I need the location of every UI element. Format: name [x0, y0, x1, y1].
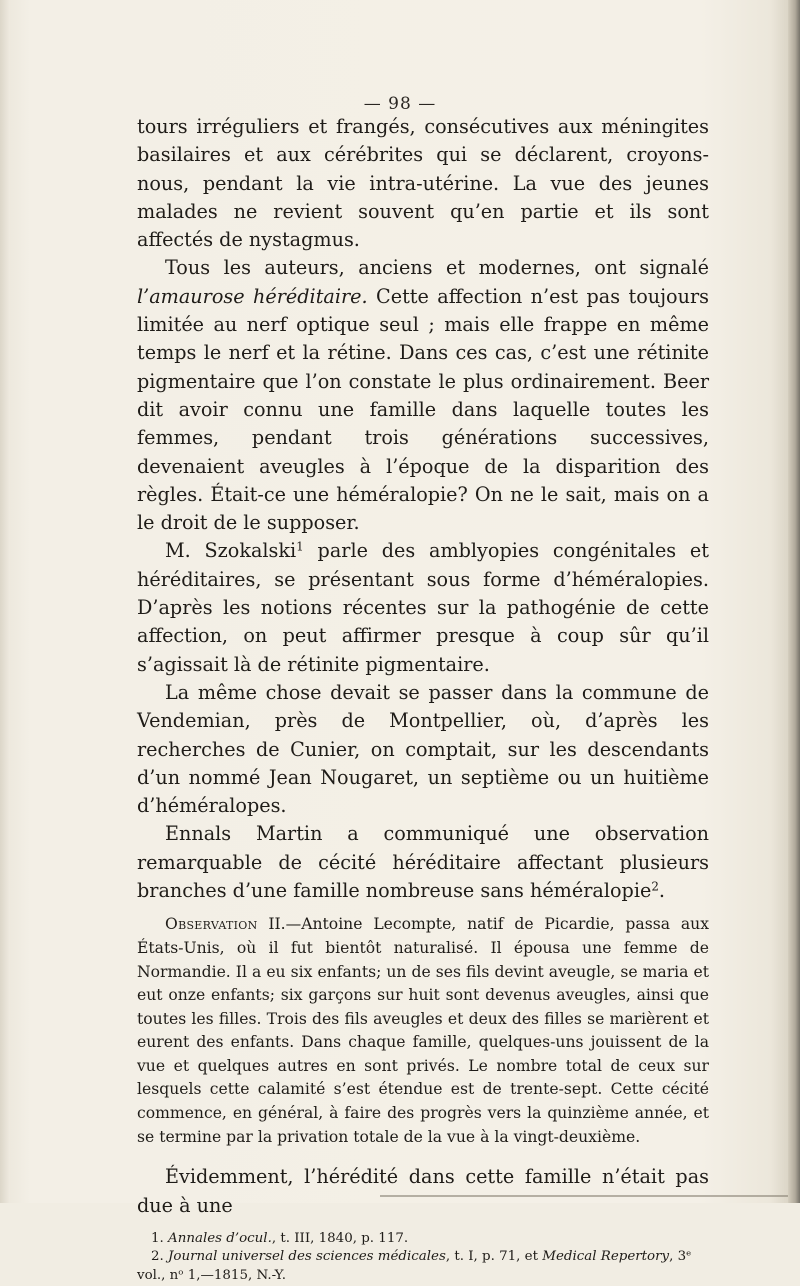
- footnote-1: 1. Annales d’ocul., t. III, 1840, p. 117.: [151, 1230, 409, 1246]
- paragraph-2: Tous les auteurs, anciens et modernes, ont signalé l’amaurose héréditaire. Cette affection n’est pas toujours limitée au nerf optique seul ; mais elle frappe en même temps le nerf et la rétine. Dans ces cas, c’est une rétinite pigmentaire que l’on constate le plus ordinairement. Beer dit avoir connu une famille dans laquelle toutes les femmes, pendant trois générations successives, devenaient aveugles à l’époque de la disparition des règles. Était-ce une héméralopie? On ne le sait, mais on a le droit de le supposer.: [137, 256, 709, 535]
- paragraph-4: La même chose devait se passer dans la commune de Vendemian, près de Montpellier, où, d’après les recherches de Cunier, on comptait, sur les descendants d’un nommé Jean Nougaret, un septième ou un huitième d’héméralopes.: [137, 680, 709, 818]
- emphasis-amaurose: l’amaurose héréditaire.: [137, 284, 368, 308]
- observation-label: Observation: [165, 915, 258, 934]
- page-content: [137, 113, 709, 1286]
- observation-block: [137, 913, 709, 1149]
- page-number: — 98 —: [363, 94, 437, 114]
- footnote-2: 2. Journal universel des sciences médicales, t. I, p. 71, et Medical Repertory, 3ᵉ vol., nᵒ 1,—1815, N.-Y.: [137, 1249, 692, 1284]
- observation-text: Observation II.—Antoine Lecompte, natif de Picardie, passa aux États-Unis, où il fut bientôt naturalisé. Il épousa une femme de Normandie. Il a eu six enfants; un de ses fils devint aveugle, se maria et eut onze enfants; six garçons sur huit sont devenus aveugles, ainsi que toutes les filles. Trois des fils aveugles et deux des filles se marièrent et eurent des enfants. Dans chaque famille, quelques-uns jouissent de la vue et quelques autres en sont privés. Le nombre total de ceux sur lesquels cette calamité s’est étendue est de trente-sept. Cette cécité commence, en général, à faire des progrès vers la quinzième année, et se termine par la privation totale de la vue à la vingt-deuxième.: [137, 915, 709, 1146]
- footnotes: [137, 1230, 709, 1286]
- closing-block: [137, 1163, 709, 1220]
- closing-line: Évidemment, l’hérédité dans cette famille n’était pas due à une: [137, 1165, 709, 1217]
- footnote-ref-1: 1: [296, 539, 304, 554]
- footnote-ref-2: 2: [651, 879, 659, 894]
- paragraph-5: Ennals Martin a communiqué une observation remarquable de cécité héréditaire affectant plusieurs branches d’une famille nombreuse sans héméralopie$^2$.: [137, 822, 709, 903]
- page-right-edge: [788, 0, 800, 1203]
- paragraph-3: M. Szokalski$^1$ parle des amblyopies congénitales et héréditaires, se présentant sous forme d’héméralopies. D’après les notions récentes sur la pathogénie de cette affection, on peut affirmer presque à coup sûr qu’il s’agissait là de rétinite pigmentaire.: [137, 539, 710, 676]
- page-left-edge: [0, 0, 10, 1203]
- main-text: [137, 113, 709, 905]
- paragraph-1: tours irréguliers et frangés, consécutives aux méningites basilaires et aux cérébrites qui se déclarent, croyons-nous, pendant la vie intra-utérine. La vue des jeunes malades ne revient souvent qu’en partie et ils sont affectés de nystagmus.: [137, 115, 709, 252]
